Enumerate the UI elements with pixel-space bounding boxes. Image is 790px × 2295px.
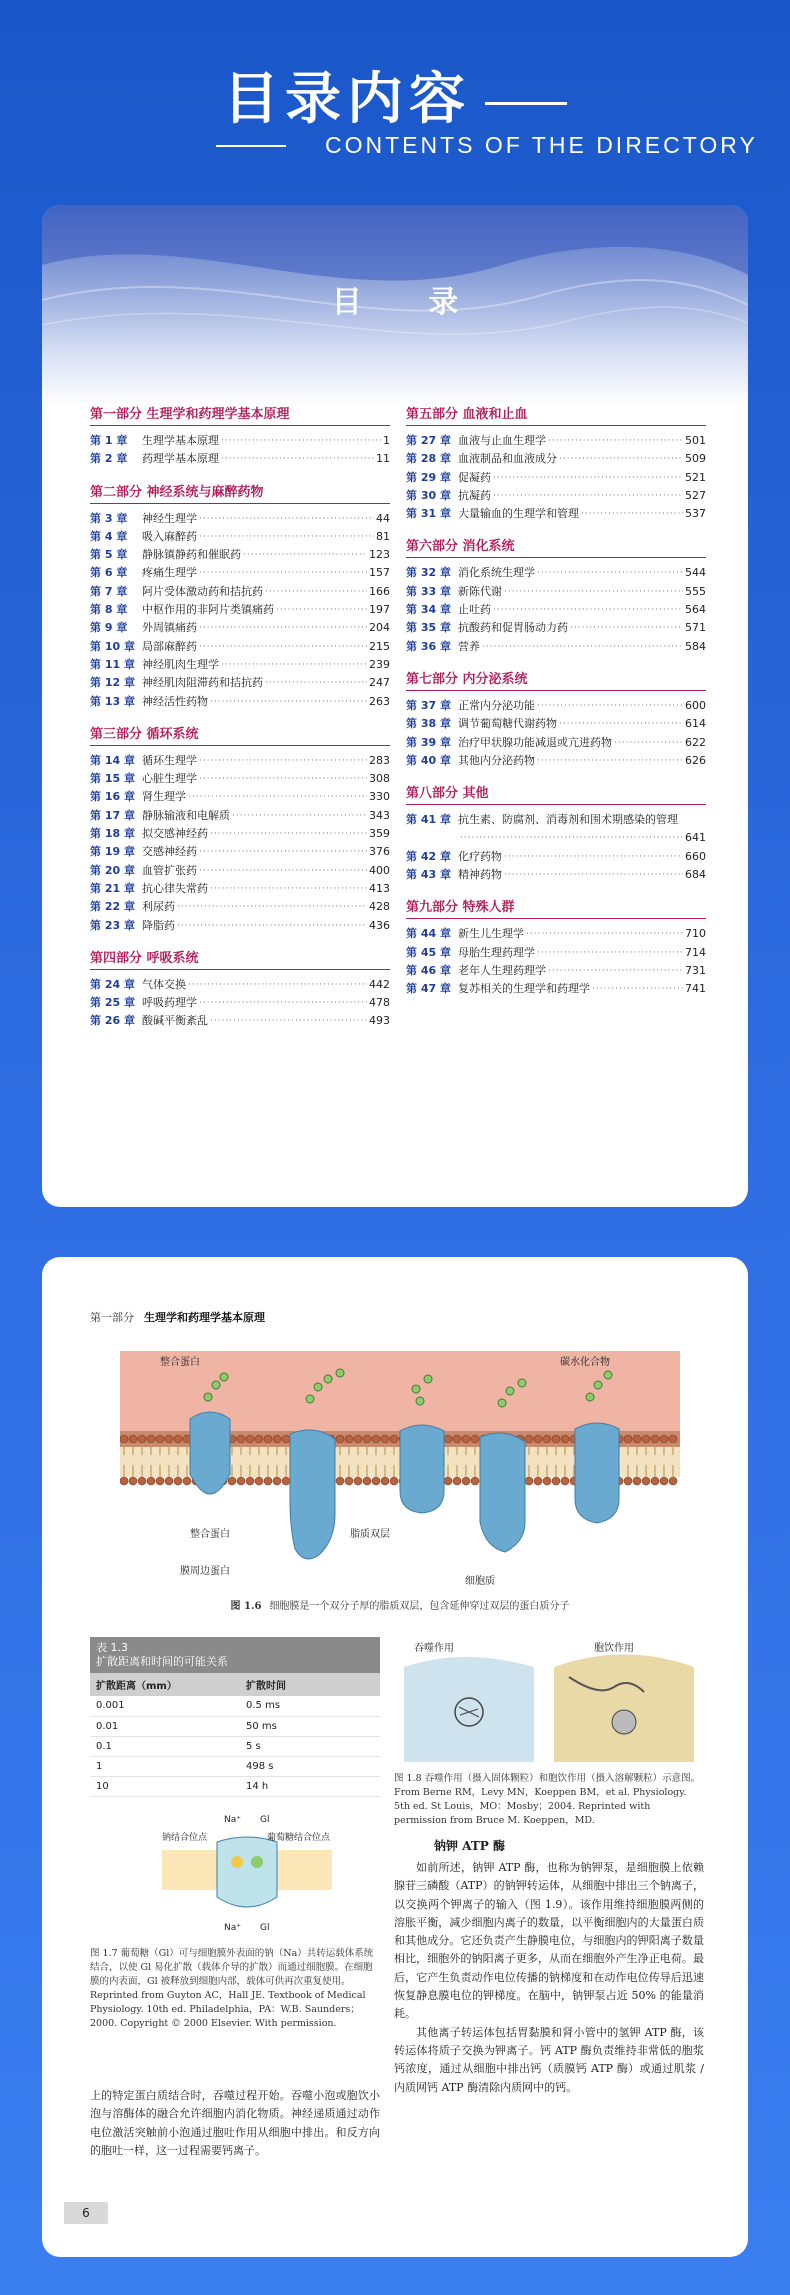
chapter-page: 571 (685, 621, 706, 635)
leader-dots (188, 788, 367, 806)
chapter-page: 166 (369, 584, 390, 598)
toc-chapter-entry[interactable] (406, 583, 706, 601)
chapter-title: 血管扩张药 (142, 863, 197, 877)
chapter-page: 330 (369, 790, 390, 804)
leader-dots (265, 583, 367, 601)
chapter-title: 心脏生理学 (142, 772, 197, 786)
label-na-top: Na⁺ (224, 1815, 241, 1825)
leader-dots (210, 880, 367, 898)
toc-part-heading: 第一部分 生理学和药理学基本原理 (90, 403, 390, 426)
leader-dots (199, 862, 367, 880)
toc-chapter-entry[interactable] (90, 674, 390, 692)
toc-chapter-entry[interactable] (406, 715, 706, 733)
chapter-page: 157 (369, 566, 390, 580)
toc-chapter-entry[interactable] (406, 697, 706, 715)
leader-dots (537, 944, 683, 962)
chapter-number: 第 9 章 (90, 621, 128, 635)
chapter-title: 神经肌肉阻滞药和拮抗药 (142, 676, 263, 690)
chapter-page: 428 (369, 900, 390, 914)
toc-card (42, 205, 748, 1207)
leader-dots (460, 829, 683, 847)
chapter-title: 消化系统生理学 (458, 566, 535, 580)
table-header-distance: 扩散距离（mm） (90, 1673, 240, 1696)
chapter-title: 神经活性药物 (142, 694, 208, 708)
leader-dots (199, 510, 374, 528)
leader-dots (221, 656, 367, 674)
chapter-title: 止吐药 (458, 603, 491, 617)
leader-dots (537, 697, 683, 715)
chapter-page: 714 (685, 945, 706, 959)
table-row: 0.1 5 s (90, 1736, 380, 1756)
table-1-3 (90, 1637, 380, 1797)
chapter-title: 抗凝药 (458, 488, 491, 502)
chapter-title: 静脉输液和电解质 (142, 808, 230, 822)
label-cytoplasm: 细胞质 (465, 1576, 495, 1587)
chapter-number: 第 7 章 (90, 584, 128, 598)
toc-part-heading: 第二部分 神经系统与麻醉药物 (90, 481, 390, 504)
chapter-number: 第 12 章 (90, 676, 135, 690)
leader-dots (210, 693, 367, 711)
leader-dots (614, 734, 683, 752)
leader-dots (592, 980, 683, 998)
chapter-number: 第 11 章 (90, 657, 135, 671)
chapter-page: 493 (369, 1014, 390, 1028)
leader-dots (548, 962, 683, 980)
chapter-title: 静脉镇静药和催眠药 (142, 548, 241, 562)
label-na-bottom: Na⁺ (224, 1923, 241, 1933)
toc-chapter-entry[interactable] (90, 619, 390, 637)
chapter-page: 684 (685, 868, 706, 882)
chapter-page: 527 (685, 488, 706, 502)
chapter-page: 283 (369, 753, 390, 767)
chapter-page: 11 (376, 452, 390, 466)
toc-chapter-entry[interactable] (406, 432, 706, 450)
toc-chapter-entry[interactable] (90, 432, 390, 450)
toc-chapter-entry[interactable] (406, 619, 706, 637)
chapter-title: 母胎生理药理学 (458, 945, 535, 959)
leader-dots (199, 843, 367, 861)
chapter-page: 731 (685, 963, 706, 977)
toc-chapter-entry[interactable] (90, 976, 390, 994)
leader-dots (537, 752, 683, 770)
toc-chapter-entry[interactable] (90, 528, 390, 546)
chapter-number: 第 43 章 (406, 868, 451, 882)
label-phagocytosis: 吞噬作用 (414, 1643, 454, 1654)
toc-chapter-entry[interactable] (90, 546, 390, 564)
chapter-title: 促凝药 (458, 470, 491, 484)
leader-dots (210, 825, 367, 843)
chapter-number: 第 45 章 (406, 945, 451, 959)
chapter-number: 第 27 章 (406, 434, 451, 447)
toc-chapter-entry[interactable] (406, 450, 706, 468)
toc-chapter-entry[interactable] (90, 843, 390, 861)
chapter-number: 第 30 章 (406, 488, 451, 502)
leader-dots (232, 807, 367, 825)
chapter-title: 疼痛生理学 (142, 566, 197, 580)
toc-chapter-entry[interactable] (90, 862, 390, 880)
chapter-number: 第 6 章 (90, 566, 128, 580)
toc-chapter-entry[interactable] (406, 925, 706, 943)
paragraph: 其他离子转运体包括胃黏膜和肾小管中的氢钾 ATP 酶，该转运体将质子交换为钾离子。钙 ATP 酶负责维持非常低的胞浆钙浓度，通过从细胞中排出钙（质膜钙 ATP 酶）或通过肌浆 / 内质网钙 ATP 酶清除内质网中的钙。 (394, 2025, 704, 2094)
chapter-title: 血液制品和血液成分 (458, 452, 557, 466)
chapter-title: 药理学基本原理 (142, 452, 219, 466)
cell-membrane-figure (120, 1339, 680, 1589)
leader-dots (559, 450, 683, 468)
chapter-number: 第 41 章 (406, 813, 451, 827)
chapter-title: 利尿药 (142, 900, 175, 914)
body-text-left: 上的特定蛋白质结合时，吞噬过程开始。吞噬小泡或胞饮小泡与溶酶体的融合允许细胞内消化物质。神经递质通过动作电位激活突触前小泡通过胞吐作用从细胞中排出。和反方向的胞吐一样，这一过程需要钙离子。 (90, 2089, 380, 2157)
chapter-number: 第 1 章 (90, 434, 128, 447)
chapter-title: 局部麻醉药 (142, 639, 197, 653)
label-integral-protein: 整合蛋白 (160, 1357, 200, 1368)
chapter-page: 400 (369, 863, 390, 877)
chapter-number: 第 28 章 (406, 452, 451, 466)
chapter-title: 精神药物 (458, 868, 502, 882)
toc-part-heading: 第五部分 血液和止血 (406, 403, 706, 426)
chapter-number: 第 2 章 (90, 452, 128, 466)
chapter-number: 第 26 章 (90, 1014, 135, 1028)
toc-part-heading: 第八部分 其他 (406, 782, 706, 805)
chapter-number: 第 17 章 (90, 808, 135, 822)
paragraph: 如前所述，钠钾 ATP 酶，也称为钠钾泵，是细胞膜上依赖腺苷三磷酸（ATP）的钠钾转运体，从细胞中排出三个钠离子，以交换两个钾离子的输入（图 1.9）。该作用维持细胞膜两侧的溶胀平衡，减少细胞内离子的数量，以平衡细胞内的大量蛋白质和其他成分。它还负责产生静膜电位，与细胞内的钾阳离子数量相比，细胞外的钠阳离子更多，从而在细胞外产生净正电荷。最后，它产生负责动作电位传播的钠梯度和在动作电位传导后迅速恢复静息膜电位的钾梯度。在脑中，钠钾泵占近 50% 的能量消耗。 (394, 1861, 704, 2021)
chapter-title: 酸碱平衡紊乱 (142, 1014, 208, 1028)
chapter-title: 气体交换 (142, 977, 186, 991)
table-row: 0.001 0.5 ms (90, 1696, 380, 1716)
chapter-title: 交感神经药 (142, 845, 197, 859)
chapter-title: 血液与止血生理学 (458, 434, 546, 447)
chapter-page: 521 (685, 470, 706, 484)
chapter-number: 第 24 章 (90, 977, 135, 991)
table-row: 1 498 s (90, 1756, 380, 1776)
chapter-number: 第 15 章 (90, 772, 135, 786)
toc-chapter-entry[interactable] (406, 944, 706, 962)
chapter-number: 第 39 章 (406, 735, 451, 749)
chapter-title: 治疗甲状腺功能减退或亢进药物 (458, 735, 612, 749)
chapter-title: 吸入麻醉药 (142, 529, 197, 543)
chapter-page: 343 (369, 808, 390, 822)
chapter-number: 第 16 章 (90, 790, 135, 804)
toc-chapter-entry[interactable] (90, 994, 390, 1012)
toc-part-heading: 第六部分 消化系统 (406, 535, 706, 558)
page-number: 6 (64, 2202, 108, 2224)
toc-chapter-entry[interactable] (90, 752, 390, 770)
leader-dots (559, 715, 683, 733)
chapter-page: 442 (369, 977, 390, 991)
chapter-page: 544 (685, 566, 706, 580)
chapter-number: 第 33 章 (406, 584, 451, 598)
chapter-number: 第 25 章 (90, 996, 135, 1010)
chapter-number: 第 31 章 (406, 507, 451, 521)
chapter-number: 第 36 章 (406, 639, 451, 653)
chapter-page: 641 (685, 831, 706, 845)
leader-dots (482, 638, 683, 656)
chapter-page: 710 (685, 927, 706, 941)
chapter-number: 第 18 章 (90, 827, 135, 841)
leader-dots (276, 601, 367, 619)
table-row: 0.01 50 ms (90, 1716, 380, 1736)
label-integral-protein-2: 整合蛋白 (190, 1529, 230, 1540)
chapter-title: 神经生理学 (142, 511, 197, 525)
chapter-page: 44 (376, 511, 390, 525)
leader-dots (581, 505, 683, 523)
toc-chapter-entry[interactable] (90, 583, 390, 601)
page-header: 目录内容 CONTENTS OF THE DIRECTORY (0, 0, 790, 200)
toc-chapter-entry[interactable] (90, 510, 390, 528)
toc-chapter-entry[interactable] (406, 469, 706, 487)
chapter-page: 509 (685, 452, 706, 466)
toc-chapter-entry[interactable] (406, 734, 706, 752)
leader-dots (493, 469, 683, 487)
chapter-title: 抗心律失常药 (142, 881, 208, 895)
toc-chapter-entry[interactable] (90, 770, 390, 788)
chapter-number: 第 8 章 (90, 603, 128, 617)
leader-dots (221, 432, 381, 450)
chapter-number: 第 42 章 (406, 849, 451, 863)
label-gl-bottom: Gl (260, 1923, 270, 1933)
chapter-number: 第 13 章 (90, 694, 135, 708)
table-caption: 表 1.3 扩散距离和时间的可能关系 (90, 1637, 380, 1673)
chapter-number: 第 34 章 (406, 603, 451, 617)
running-head: 第一部分 生理学和药理学基本原理 (90, 1311, 265, 1324)
chapter-page: 555 (685, 584, 706, 598)
chapter-title: 营养 (458, 639, 480, 653)
leader-dots (177, 917, 367, 935)
leader-dots (199, 994, 367, 1012)
chapter-title: 化疗药物 (458, 849, 502, 863)
chapter-number: 第 5 章 (90, 548, 128, 562)
toc-chapter-entry[interactable] (406, 811, 706, 829)
toc-chapter-entry[interactable] (406, 487, 706, 505)
chapter-page: 308 (369, 772, 390, 786)
chapter-page: 197 (369, 603, 390, 617)
figure-1-6-caption: 图 1.6 细胞膜是一个双分子厚的脂质双层，包含延伸穿过双层的蛋白质分子 (230, 1601, 570, 1612)
toc-chapter-entry[interactable] (90, 601, 390, 619)
toc-chapter-entry[interactable] (90, 825, 390, 843)
chapter-page: 501 (685, 434, 706, 447)
chapter-page: 1 (383, 434, 390, 447)
chapter-page: 81 (376, 529, 390, 543)
chapter-number: 第 22 章 (90, 900, 135, 914)
label-pinocytosis: 胞饮作用 (594, 1643, 634, 1654)
chapter-number: 第 40 章 (406, 753, 451, 767)
section-subheading: 钠钾 ATP 酶 (434, 1839, 505, 1853)
label-peripheral-protein: 膜周边蛋白 (180, 1566, 230, 1577)
chapter-title: 新生儿生理学 (458, 927, 524, 941)
toc-chapter-entry[interactable] (90, 880, 390, 898)
chapter-number: 第 14 章 (90, 753, 135, 767)
chapter-title: 呼吸药理学 (142, 996, 197, 1010)
toc-heading: 目 录 (331, 285, 487, 320)
leader-dots (199, 528, 374, 546)
leader-dots (199, 770, 367, 788)
leader-dots (210, 1012, 367, 1030)
leader-dots (570, 619, 683, 637)
chapter-title: 拟交感神经药 (142, 827, 208, 841)
toc-chapter-entry[interactable] (406, 601, 706, 619)
toc-chapter-entry[interactable] (90, 564, 390, 582)
chapter-number: 第 21 章 (90, 881, 135, 895)
chapter-page: 537 (685, 507, 706, 521)
toc-chapter-entry[interactable] (406, 752, 706, 770)
leader-dots (265, 674, 367, 692)
toc-chapter-entry[interactable] (90, 693, 390, 711)
label-na-site: 钠结合位点 (162, 1833, 208, 1843)
toc-part-heading: 第九部分 特殊人群 (406, 896, 706, 919)
figure-1-7-caption: 图 1.7 葡萄糖（Gl）可与细胞膜外表面的钠（Na）共转运载体系统结合，以使 Gl 易化扩散（载体介导的扩散）而通过细胞膜。在细胞膜的内表面，Gl 被释放到细胞内部，载体可供再次重复使用。Reprinted from Guyton AC，Hall JE. Textbook of Medical Physiology. 10th ed. Philadelphia，PA：W.B. Saunders；2000. Copyright © 2000 Elsevier. With permission. (90, 1948, 374, 2029)
chapter-title: 神经肌肉生理学 (142, 657, 219, 671)
table-row: 10 14 h (90, 1776, 380, 1796)
label-gl-top: Gl (260, 1815, 270, 1825)
chapter-title: 新陈代谢 (458, 584, 502, 598)
table-header-time: 扩散时间 (240, 1673, 380, 1696)
leader-dots (504, 866, 683, 884)
label-lipid-bilayer: 脂质双层 (350, 1529, 390, 1540)
chapter-page: 123 (369, 548, 390, 562)
chapter-title: 外周镇痛药 (142, 621, 197, 635)
label-carbohydrate: 碳水化合物 (560, 1357, 610, 1368)
glucose-sodium-carrier-figure (162, 1812, 332, 1937)
chapter-number: 第 38 章 (406, 717, 451, 731)
leader-dots (493, 487, 683, 505)
chapter-title: 正常内分泌功能 (458, 698, 535, 712)
toc-chapter-entry[interactable] (90, 656, 390, 674)
toc-chapter-entry[interactable] (406, 848, 706, 866)
chapter-number: 第 47 章 (406, 982, 451, 996)
chapter-page: 600 (685, 698, 706, 712)
chapter-number: 第 32 章 (406, 566, 451, 580)
leader-dots (199, 752, 367, 770)
leader-dots (199, 638, 367, 656)
chapter-title: 大量输血的生理学和管理 (458, 507, 579, 521)
chapter-page: 263 (369, 694, 390, 708)
toc-chapter-entry[interactable] (406, 866, 706, 884)
chapter-title: 调节葡萄糖代谢药物 (458, 717, 557, 731)
toc-chapter-entry[interactable] (406, 505, 706, 523)
toc-right-column (406, 403, 706, 999)
toc-left-column (90, 403, 390, 1031)
leader-dots (548, 432, 683, 450)
chapter-number: 第 20 章 (90, 863, 135, 877)
leader-dots (177, 898, 367, 916)
chapter-title: 老年人生理药理学 (458, 963, 546, 977)
chapter-title: 抗酸药和促胃肠动力药 (458, 621, 568, 635)
leader-dots (504, 583, 683, 601)
toc-chapter-entry[interactable] (406, 962, 706, 980)
chapter-number: 第 29 章 (406, 470, 451, 484)
figure-1-8-caption: 图 1.8 吞噬作用（摄入固体颗粒）和胞饮作用（摄入溶解颗粒）示意图。From Berne RM，Levy MN，Koeppen BM，et al. Physiology. 5th ed. St Louis，MO：Mosby；2004. Reprinted with permission from Bruce M. Koeppen，MD. (394, 1773, 701, 1826)
toc-chapter-entry[interactable] (90, 1012, 390, 1030)
chapter-title: 肾生理学 (142, 790, 186, 804)
chapter-page: 247 (369, 676, 390, 690)
toc-chapter-entry[interactable] (90, 788, 390, 806)
chapter-page: 478 (369, 996, 390, 1010)
phagocytosis-pinocytosis-figure (394, 1637, 704, 1767)
leader-dots (243, 546, 367, 564)
chapter-page: 359 (369, 827, 390, 841)
toc-part-heading: 第四部分 呼吸系统 (90, 947, 390, 970)
chapter-number: 第 19 章 (90, 845, 135, 859)
chapter-number: 第 23 章 (90, 918, 135, 932)
chapter-page: 584 (685, 639, 706, 653)
toc-chapter-entry[interactable] (406, 980, 706, 998)
toc-chapter-entry[interactable] (90, 898, 390, 916)
chapter-page: 239 (369, 657, 390, 671)
toc-chapter-entry[interactable] (90, 638, 390, 656)
toc-part-heading: 第三部分 循环系统 (90, 723, 390, 746)
leader-dots (526, 925, 683, 943)
chapter-number: 第 46 章 (406, 963, 451, 977)
toc-chapter-entry[interactable] (406, 638, 706, 656)
chapter-number: 第 37 章 (406, 698, 451, 712)
chapter-page: 564 (685, 603, 706, 617)
chapter-number: 第 35 章 (406, 621, 451, 635)
toc-chapter-entry[interactable] (90, 450, 390, 468)
chapter-title: 生理学基本原理 (142, 434, 219, 447)
leader-dots (199, 619, 367, 637)
sample-page-card (42, 1257, 748, 2257)
chapter-page: 204 (369, 621, 390, 635)
chapter-number: 第 3 章 (90, 511, 128, 525)
header-title: 目录内容 (0, 55, 790, 135)
subtitle-rule (216, 145, 286, 147)
toc-chapter-entry[interactable] (406, 564, 706, 582)
body-text-right (394, 1859, 704, 2097)
chapter-page: 741 (685, 982, 706, 996)
toc-chapter-entry-continued (406, 829, 706, 847)
toc-part-heading: 第七部分 内分泌系统 (406, 668, 706, 691)
chapter-page: 626 (685, 753, 706, 767)
chapter-number: 第 44 章 (406, 927, 451, 941)
leader-dots (199, 564, 367, 582)
leader-dots (221, 450, 374, 468)
toc-chapter-entry[interactable] (90, 807, 390, 825)
label-glucose-site: 葡萄糖结合位点 (267, 1833, 331, 1843)
chapter-title: 其他内分泌药物 (458, 753, 535, 767)
chapter-page: 614 (685, 717, 706, 731)
chapter-page: 376 (369, 845, 390, 859)
chapter-page: 436 (369, 918, 390, 932)
leader-dots (493, 601, 683, 619)
chapter-page: 622 (685, 735, 706, 749)
leader-dots (537, 564, 683, 582)
leader-dots (504, 848, 683, 866)
toc-chapter-entry[interactable] (90, 917, 390, 935)
chapter-number: 第 4 章 (90, 529, 128, 543)
chapter-number: 第 10 章 (90, 639, 135, 653)
leader-dots (188, 976, 367, 994)
chapter-title: 降脂药 (142, 918, 175, 932)
chapter-page: 660 (685, 849, 706, 863)
chapter-page: 413 (369, 881, 390, 895)
chapter-title: 阿片受体激动药和拮抗药 (142, 584, 263, 598)
chapter-title: 复苏相关的生理学和药理学 (458, 982, 590, 996)
title-rule (485, 102, 567, 105)
chapter-title: 抗生素、防腐剂、消毒剂和围术期感染的管理 (458, 813, 678, 827)
chapter-page: 215 (369, 639, 390, 653)
chapter-title: 中枢作用的非阿片类镇痛药 (142, 603, 274, 617)
chapter-title: 循环生理学 (142, 753, 197, 767)
